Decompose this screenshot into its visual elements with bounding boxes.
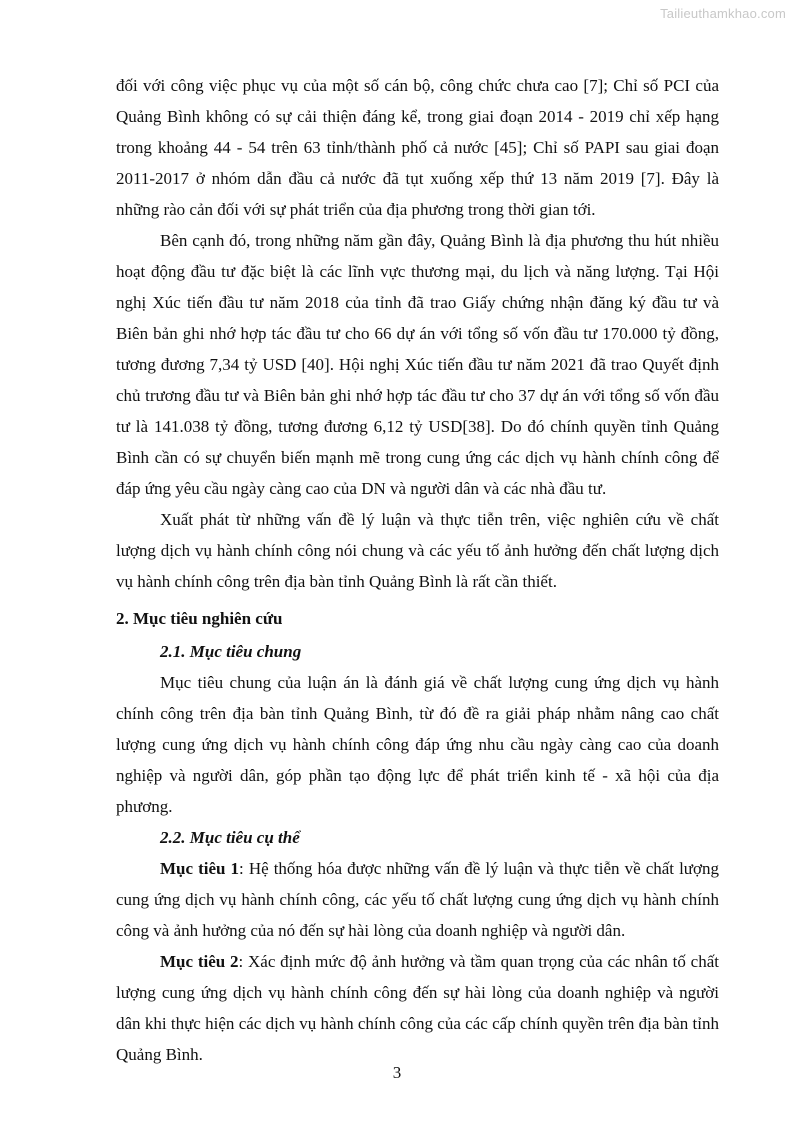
paragraph-objective-1 xyxy=(116,853,719,946)
paragraph-general-objective: Mục tiêu chung của luận án là đánh giá về chất lượng cung ứng dịch vụ hành chính công trên địa bàn tỉnh Quảng Bình, từ đó đề ra giải pháp nhằm nâng cao chất lượng cung ứng dịch vụ hành chính công đáp ứng nhu cầu ngày càng cao của doanh nghiệp và người dân, góp phần tạo động lực để phát triển kinh tế - xã hội của địa phương. xyxy=(116,673,719,816)
paragraph-objective-2 xyxy=(116,946,719,1070)
document-page xyxy=(116,70,719,1070)
objective-1-text: : Hệ thống hóa được những vấn đề lý luận và thực tiễn về chất lượng cung ứng dịch vụ hành chính công, các yếu tố chất lượng cung ứng dịch vụ hành chính công và ảnh hưởng của nó đến sự hài lòng của doanh nghiệp và người dân. xyxy=(116,859,719,940)
paragraph-research-rationale: Xuất phát từ những vấn đề lý luận và thực tiễn trên, việc nghiên cứu về chất lượng dịch vụ hành chính công nói chung và các yếu tố ảnh hưởng đến chất lượng dịch vụ hành chính công trên địa bàn tỉnh Quảng Bình là rất cần thiết. xyxy=(116,510,719,591)
objective-2-label: Mục tiêu 2 xyxy=(160,952,239,971)
paragraph-investment: Bên cạnh đó, trong những năm gần đây, Quảng Bình là địa phương thu hút nhiều hoạt động đầu tư đặc biệt là các lĩnh vực thương mại, du lịch và năng lượng. Tại Hội nghị Xúc tiến đầu tư năm 2018 của tỉnh đã trao Giấy chứng nhận đăng ký đầu tư và Biên bản ghi nhớ hợp tác đầu tư cho 66 dự án với tổng số vốn đầu tư 170.000 tỷ đồng, tương đương 7,34 tỷ USD [40]. Hội nghị Xúc tiến đầu tư năm 2021 đã trao Quyết định chủ trương đầu tư và Biên bản ghi nhớ hợp tác đầu tư cho 37 dự án với tổng số vốn đầu tư là 141.038 tỷ đồng, tương đương 6,12 tỷ USD[38]. Do đó chính quyền tỉnh Quảng Bình cần có sự chuyển biến mạnh mẽ trong cung ứng các dịch vụ hành chính công để đáp ứng yêu cầu ngày càng cao của DN và người dân và các nhà đầu tư. xyxy=(116,231,719,498)
objective-1-label: Mục tiêu 1 xyxy=(160,859,240,878)
watermark-text: Tailieuthamkhao.com xyxy=(660,6,786,21)
subheading-general-objective: 2.1. Mục tiêu chung xyxy=(160,642,302,661)
page-number: 3 xyxy=(392,1063,402,1082)
section-heading-research-objectives: 2. Mục tiêu nghiên cứu xyxy=(116,609,283,628)
subheading-specific-objectives: 2.2. Mục tiêu cụ thể xyxy=(160,828,300,847)
objective-2-text: : Xác định mức độ ảnh hưởng và tầm quan trọng của các nhân tố chất lượng cung ứng dịch vụ hành chính công đến sự hài lòng của doanh nghiệp và người dân khi thực hiện các dịch vụ hành chính công của các cấp chính quyền trên địa bàn tỉnh Quảng Bình. xyxy=(116,952,719,1064)
paragraph-pci-papi: đối với công việc phục vụ của một số cán bộ, công chức chưa cao [7]; Chỉ số PCI của Quảng Bình không có sự cải thiện đáng kể, trong giai đoạn 2014 - 2019 chỉ xếp hạng trong khoảng 44 - 54 trên 63 tỉnh/thành phố cả nước [45]; Chỉ số PAPI sau giai đoạn 2011-2017 ở nhóm dẫn đầu cả nước đã tụt xuống xếp thứ 13 năm 2019 [7]. Đây là những rào cản đối với sự phát triển của địa phương trong thời gian tới. xyxy=(116,76,719,219)
